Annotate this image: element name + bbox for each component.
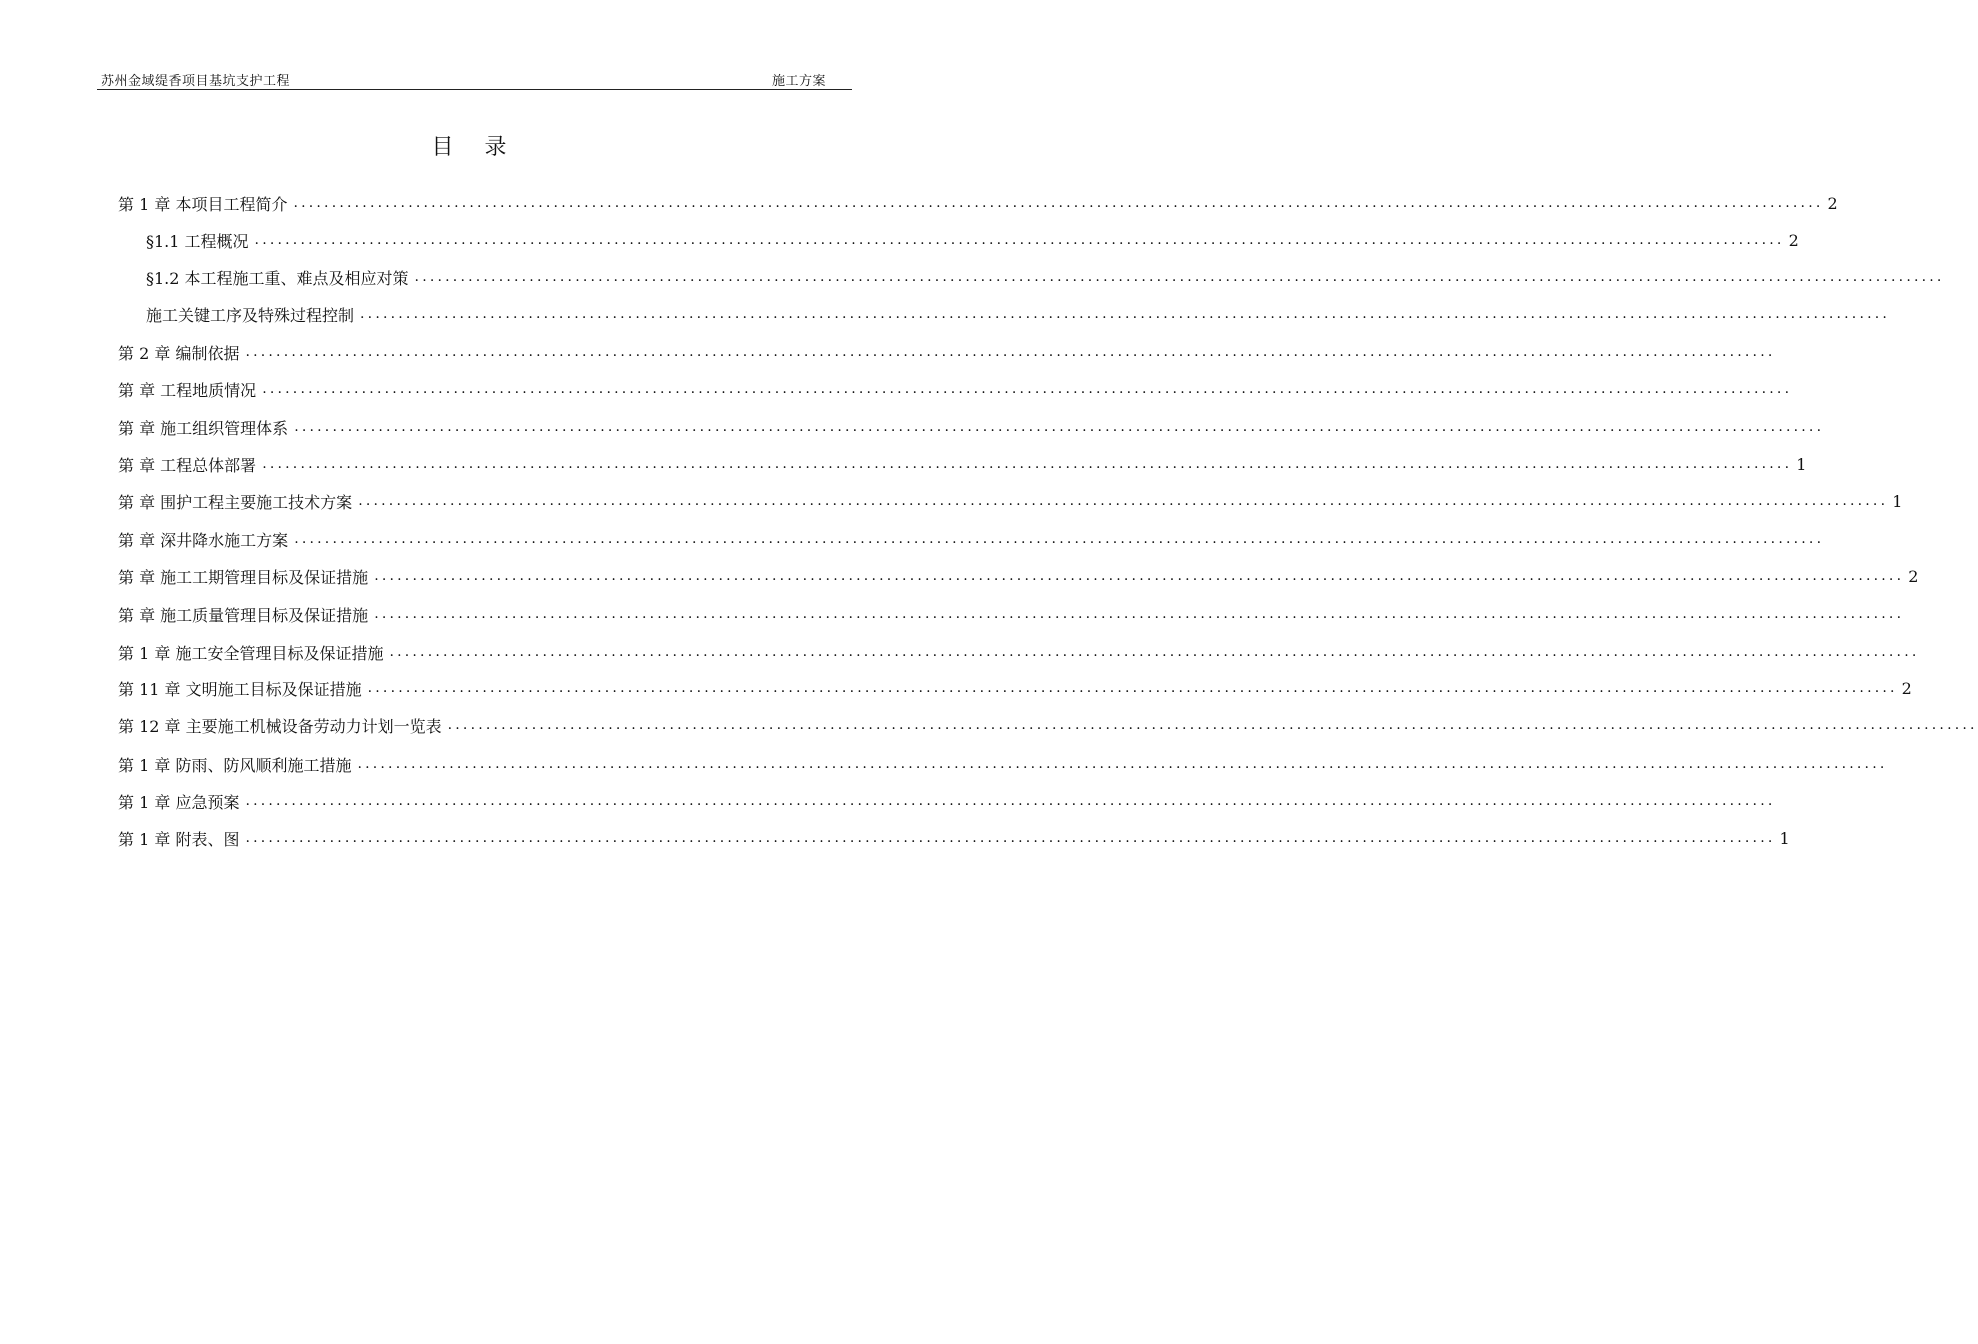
toc-entry[interactable] <box>118 789 1776 813</box>
toc-entry-label: 第 章 施工组织管理体系 <box>118 418 289 438</box>
toc-leader-dots: ........................................................................................................................................................................................................ <box>360 306 1891 322</box>
toc-entry[interactable] <box>118 527 1825 551</box>
toc-entry-label: 第 1 章 附表、图 <box>118 829 240 849</box>
toc-entry-label: 第 章 施工质量管理目标及保证措施 <box>118 605 369 625</box>
toc-leader-dots: ........................................................................................................................................................................................................ <box>262 456 1793 472</box>
toc-entry[interactable] <box>118 826 1790 850</box>
toc-leader-dots: ........................................................................................................................................................................................................ <box>447 717 1978 733</box>
toc-leader-dots: ........................................................................................................................................................................................................ <box>389 644 1920 660</box>
toc-entry[interactable] <box>118 415 1825 439</box>
toc-entry-page: 2 <box>1908 566 1919 586</box>
toc-entry-page: 2 <box>1901 678 1912 698</box>
toc-entry[interactable] <box>118 191 1838 215</box>
toc-entry-label: 第 章 工程总体部署 <box>118 455 257 475</box>
toc-entry-label: 第 章 施工工期管理目标及保证措施 <box>118 567 369 587</box>
toc-entry[interactable] <box>118 713 1978 737</box>
toc-entry-page: 1 <box>1796 454 1807 474</box>
toc-leader-dots: ........................................................................................................................................................................................................ <box>245 830 1776 846</box>
toc-leader-dots: ........................................................................................................................................................................................................ <box>374 606 1905 622</box>
toc-entry[interactable] <box>118 340 1776 364</box>
toc-entry-label: §1.2 本工程施工重、难点及相应对策 <box>146 268 409 288</box>
toc-entry[interactable] <box>146 302 1891 326</box>
toc-entry-label: 施工关键工序及特殊过程控制 <box>146 305 355 325</box>
toc-leader-dots: ........................................................................................................................................................................................................ <box>245 344 1776 360</box>
toc-entry[interactable] <box>118 452 1807 476</box>
toc-entry-page: 2 <box>1827 193 1838 213</box>
toc-entry[interactable] <box>118 752 1888 776</box>
toc-leader-dots: ........................................................................................................................................................................................................ <box>294 419 1825 435</box>
toc-leader-dots: ........................................................................................................................................................................................................ <box>357 756 1888 772</box>
toc-entry-label: 第 章 深井降水施工方案 <box>118 530 289 550</box>
toc-leader-dots: ........................................................................................................................................................................................................ <box>245 793 1776 809</box>
toc-entry[interactable] <box>118 564 1919 588</box>
toc-entry-page: 2 <box>1788 230 1799 250</box>
toc-entry-label: 第 1 章 施工安全管理目标及保证措施 <box>118 643 384 663</box>
toc-entry[interactable] <box>118 640 1920 664</box>
toc-leader-dots: ........................................................................................................................................................................................................ <box>293 195 1824 211</box>
toc-entry[interactable] <box>118 602 1905 626</box>
toc-entry-label: 第 2 章 编制依据 <box>118 343 240 363</box>
toc-leader-dots: ........................................................................................................................................................................................................ <box>358 493 1889 509</box>
toc-entry-page: 1 <box>1892 491 1903 511</box>
toc-leader-dots: ........................................................................................................................................................................................................ <box>254 232 1785 248</box>
toc-entry-label: 第 1 章 应急预案 <box>118 792 240 812</box>
toc-entry[interactable] <box>146 265 1945 289</box>
toc-entry-label: 第 章 围护工程主要施工技术方案 <box>118 492 353 512</box>
toc-entry-page: 1 <box>1779 828 1790 848</box>
toc-entry[interactable] <box>146 228 1799 252</box>
toc-entry[interactable] <box>118 377 1793 401</box>
toc-title: 目 录 <box>431 135 519 160</box>
toc-entry[interactable] <box>118 676 1912 700</box>
toc-leader-dots: ........................................................................................................................................................................................................ <box>294 531 1825 547</box>
page-header <box>97 62 852 90</box>
toc-entry[interactable] <box>118 489 1903 513</box>
header-project-name: 苏州金域缇香项目基坑支护工程 <box>101 74 291 89</box>
toc-entry-label: 第 1 章 本项目工程简介 <box>118 194 288 214</box>
toc-leader-dots: ........................................................................................................................................................................................................ <box>374 568 1905 584</box>
toc-leader-dots: ........................................................................................................................................................................................................ <box>367 680 1898 696</box>
toc-entry-label: 第 11 章 文明施工目标及保证措施 <box>118 679 362 699</box>
toc-entry-label: 第 章 工程地质情况 <box>118 380 257 400</box>
toc-entry-label: §1.1 工程概况 <box>146 231 249 251</box>
toc-leader-dots: ........................................................................................................................................................................................................ <box>262 381 1793 397</box>
toc-entry-label: 第 12 章 主要施工机械设备劳动力计划一览表 <box>118 716 442 736</box>
toc-leader-dots: ........................................................................................................................................................................................................ <box>414 269 1945 285</box>
header-doc-type: 施工方案 <box>771 74 826 89</box>
toc-entry-label: 第 1 章 防雨、防风顺利施工措施 <box>118 755 352 775</box>
